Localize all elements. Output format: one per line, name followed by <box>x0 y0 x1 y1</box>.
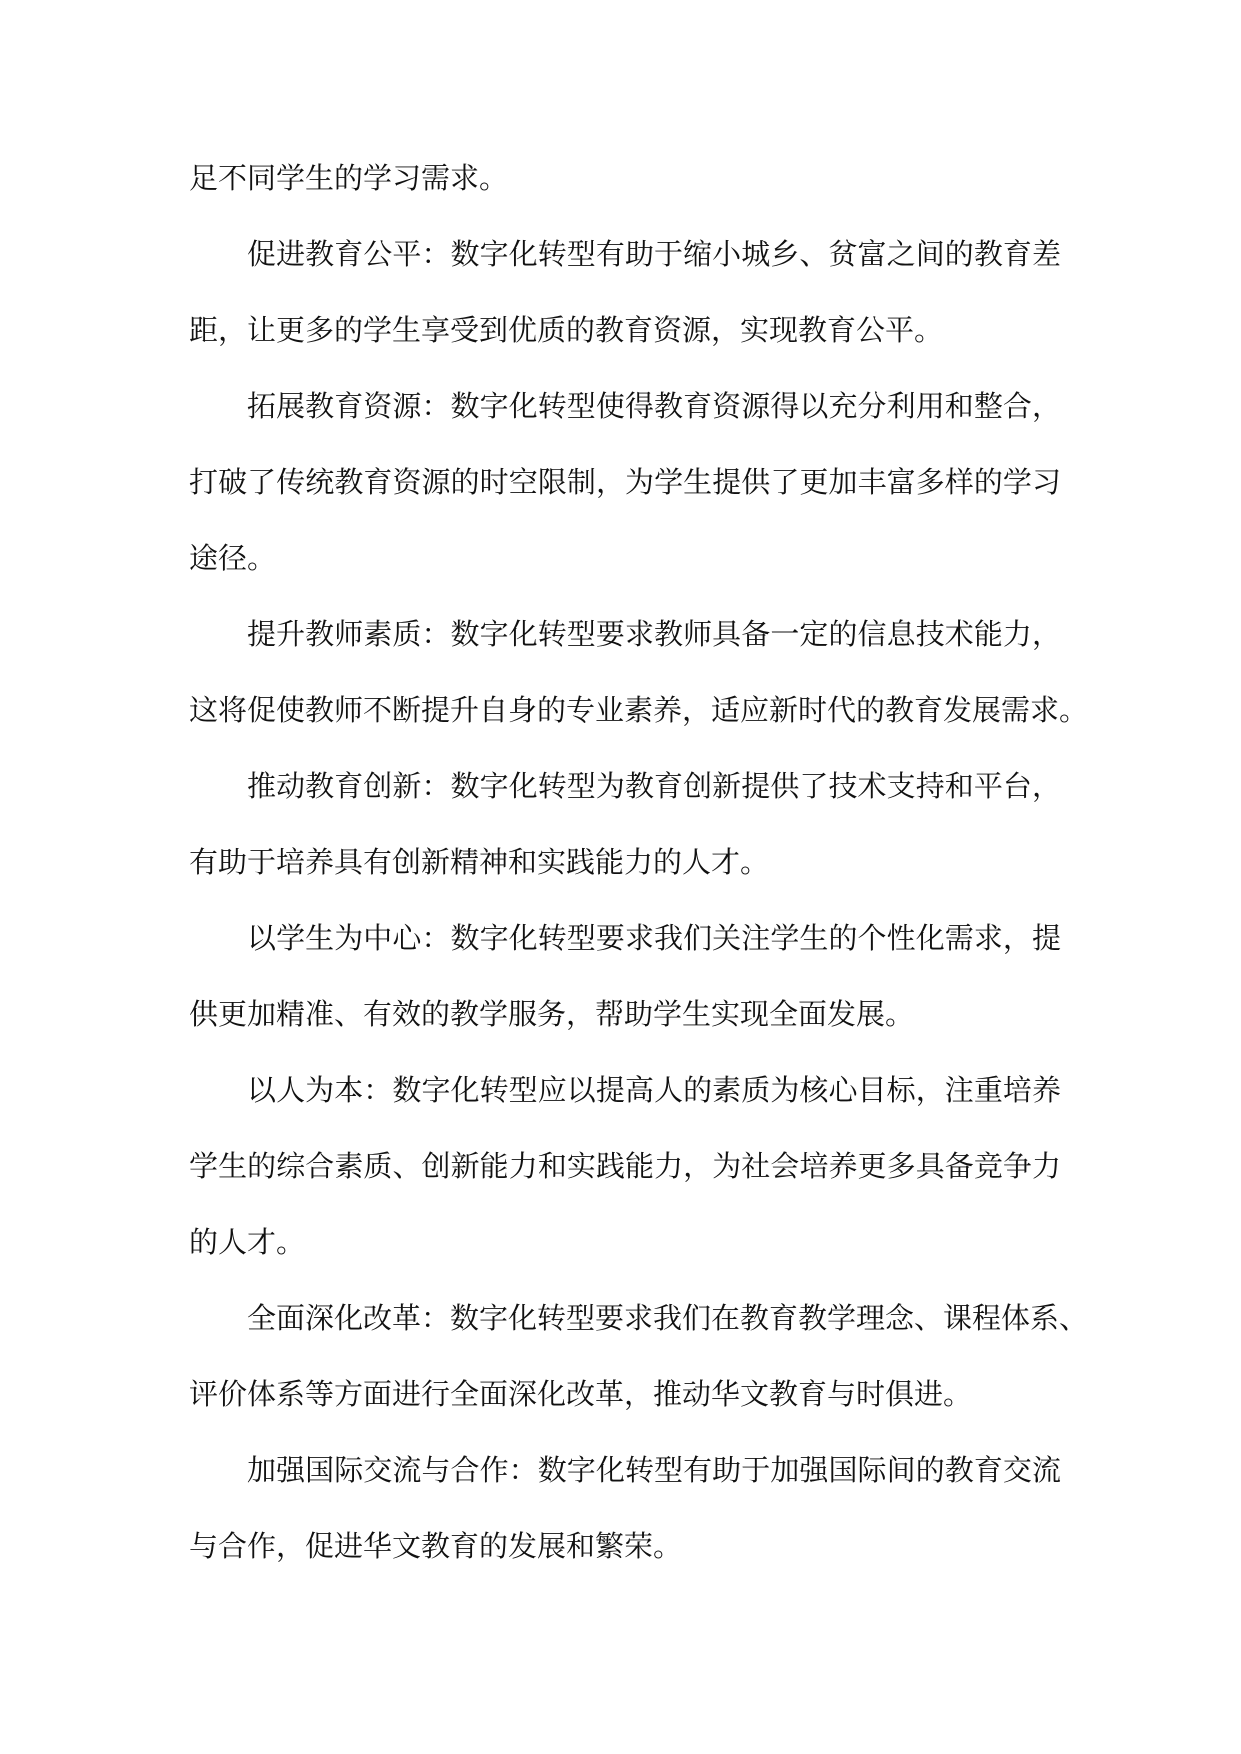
paragraph-heading-line: 加强国际交流与合作：数字化转型有助于加强国际间的教育交流 <box>247 1453 1061 1487</box>
paragraph-heading-line: 推动教育创新：数字化转型为教育创新提供了技术支持和平台， <box>247 769 1061 803</box>
paragraph-heading-line: 全面深化改革：数字化转型要求我们在教育教学理念、课程体系、 <box>247 1301 1089 1335</box>
text-line: 与合作，促进华文教育的发展和繁荣。 <box>189 1529 683 1563</box>
text-line: 距，让更多的学生享受到优质的教育资源，实现教育公平。 <box>189 313 944 347</box>
text-line: 评价体系等方面进行全面深化改革，推动华文教育与时俱进。 <box>189 1377 973 1411</box>
text-line: 这将促使教师不断提升自身的专业素养，适应新时代的教育发展需求。 <box>189 693 1089 727</box>
text-line: 途径。 <box>189 541 277 575</box>
paragraph-heading-line: 以学生为中心：数字化转型要求我们关注学生的个性化需求，提 <box>247 921 1061 955</box>
paragraph-heading-line: 以人为本：数字化转型应以提高人的素质为核心目标，注重培养 <box>247 1073 1061 1107</box>
paragraph-heading-line: 提升教师素质：数字化转型要求教师具备一定的信息技术能力， <box>247 617 1061 651</box>
text-line: 供更加精准、有效的教学服务，帮助学生实现全面发展。 <box>189 997 915 1031</box>
text-line: 有助于培养具有创新精神和实践能力的人才。 <box>189 845 770 879</box>
paragraph-heading-line: 促进教育公平：数字化转型有助于缩小城乡、贫富之间的教育差 <box>247 237 1061 271</box>
text-line: 学生的综合素质、创新能力和实践能力，为社会培养更多具备竞争力 <box>189 1149 1061 1183</box>
paragraph-heading-line: 拓展教育资源：数字化转型使得教育资源得以充分利用和整合， <box>247 389 1061 423</box>
text-line: 足不同学生的学习需求。 <box>189 161 509 195</box>
document-body <box>189 140 1089 1584</box>
text-line: 打破了传统教育资源的时空限制，为学生提供了更加丰富多样的学习 <box>189 465 1061 499</box>
text-line: 的人才。 <box>189 1225 306 1259</box>
